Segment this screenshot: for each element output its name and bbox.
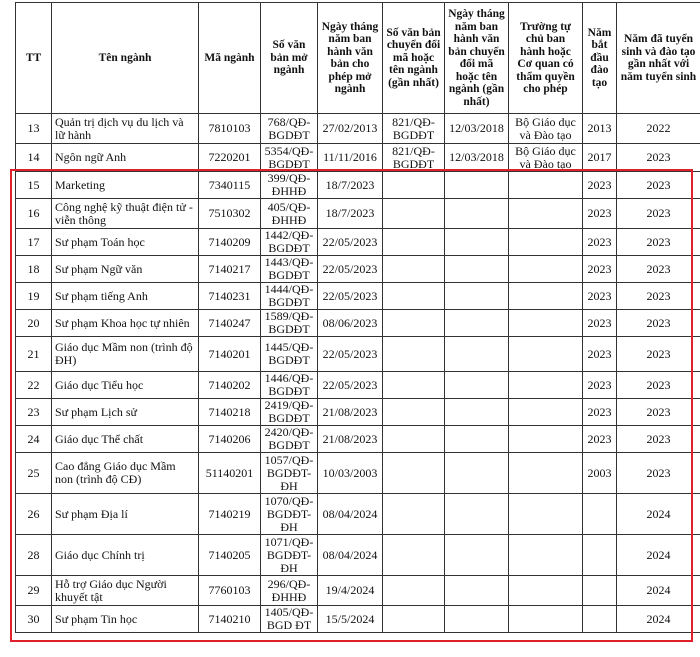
cell-name: Sư phạm Địa lí (52, 494, 199, 535)
cell-code: 7140247 (199, 310, 261, 337)
cell-year-latest: 2023 (617, 399, 700, 426)
table-row (16, 172, 700, 199)
cell-year-latest: 2023 (617, 453, 700, 494)
header-doc-convert: Số văn bản chuyển đổi mã hoặc tên ngành (gần nhất) (383, 3, 445, 114)
cell-doc-convert: 821/QĐ-BGDĐT (383, 114, 445, 144)
table-row (16, 372, 700, 399)
cell-year-start (583, 494, 617, 535)
cell-tt: 15 (16, 172, 52, 199)
cell-doc-convert (383, 337, 445, 372)
cell-name: Sư phạm Tin học (52, 606, 199, 633)
cell-doc-open: 1446/QĐ-BGDĐT (261, 372, 318, 399)
cell-year-latest: 2023 (617, 256, 700, 283)
cell-code: 7140231 (199, 283, 261, 310)
cell-tt: 17 (16, 229, 52, 256)
table-row (16, 399, 700, 426)
cell-date-issued: 15/5/2024 (318, 606, 383, 633)
cell-year-start: 2023 (583, 256, 617, 283)
cell-date-convert (445, 310, 509, 337)
cell-date-issued: 18/7/2023 (318, 172, 383, 199)
cell-doc-open: 5354/QĐ-BGDĐT (261, 144, 318, 172)
cell-date-issued: 18/7/2023 (318, 199, 383, 229)
cell-authority (509, 229, 583, 256)
cell-doc-convert (383, 199, 445, 229)
cell-authority (509, 199, 583, 229)
cell-code: 7140218 (199, 399, 261, 426)
cell-date-issued: 11/11/2016 (318, 144, 383, 172)
cell-doc-open: 1057/QĐ-BGDĐT-ĐH (261, 453, 318, 494)
cell-year-latest: 2023 (617, 199, 700, 229)
cell-year-latest: 2023 (617, 372, 700, 399)
cell-year-latest: 2024 (617, 576, 700, 606)
cell-name: Sư phạm Khoa học tự nhiên (52, 310, 199, 337)
cell-doc-open: 2420/QĐ-BGDĐT (261, 426, 318, 453)
cell-name: Cao đẳng Giáo dục Mầm non (trình độ CĐ) (52, 453, 199, 494)
header-tt: TT (16, 3, 52, 114)
cell-doc-open: 1444/QĐ-BGDĐT (261, 283, 318, 310)
cell-name: Sư phạm Lịch sử (52, 399, 199, 426)
cell-tt: 26 (16, 494, 52, 535)
header-year-start: Năm bắt đầu đào tạo (583, 3, 617, 114)
cell-tt: 23 (16, 399, 52, 426)
cell-year-latest: 2024 (617, 494, 700, 535)
cell-date-issued: 21/08/2023 (318, 426, 383, 453)
header-row (16, 3, 700, 114)
cell-doc-convert (383, 283, 445, 310)
cell-date-issued: 27/02/2013 (318, 114, 383, 144)
cell-year-start: 2023 (583, 199, 617, 229)
cell-doc-convert (383, 229, 445, 256)
header-name: Tên ngành (52, 3, 199, 114)
cell-doc-open: 768/QĐ-BGDĐT (261, 114, 318, 144)
table-row (16, 310, 700, 337)
cell-tt: 24 (16, 426, 52, 453)
cell-tt: 22 (16, 372, 52, 399)
cell-date-convert (445, 256, 509, 283)
cell-date-issued: 22/05/2023 (318, 256, 383, 283)
cell-doc-convert (383, 576, 445, 606)
cell-doc-open: 2419/QĐ-BGDĐT (261, 399, 318, 426)
cell-tt: 21 (16, 337, 52, 372)
cell-date-convert (445, 372, 509, 399)
cell-date-issued: 22/05/2023 (318, 229, 383, 256)
cell-authority (509, 283, 583, 310)
cell-authority (509, 606, 583, 633)
cell-code: 7140202 (199, 372, 261, 399)
cell-name: Giáo dục Thể chất (52, 426, 199, 453)
table-row (16, 256, 700, 283)
table-row (16, 199, 700, 229)
cell-name: Công nghệ kỹ thuật điện tử - viễn thông (52, 199, 199, 229)
cell-date-convert (445, 229, 509, 256)
cell-tt: 20 (16, 310, 52, 337)
cell-authority (509, 399, 583, 426)
cell-doc-open: 399/QĐ-ĐHHĐ (261, 172, 318, 199)
cell-date-convert (445, 337, 509, 372)
table-row (16, 535, 700, 576)
cell-authority: Bộ Giáo dục và Đào tạo (509, 144, 583, 172)
cell-date-issued: 10/03/2003 (318, 453, 383, 494)
cell-doc-convert (383, 310, 445, 337)
cell-authority (509, 535, 583, 576)
cell-tt: 18 (16, 256, 52, 283)
cell-year-start (583, 606, 617, 633)
cell-year-start: 2023 (583, 426, 617, 453)
cell-date-issued: 08/04/2024 (318, 535, 383, 576)
cell-doc-convert (383, 606, 445, 633)
cell-name: Quản trị dịch vụ du lịch và lữ hành (52, 114, 199, 144)
cell-code: 7510302 (199, 199, 261, 229)
cell-code: 7140217 (199, 256, 261, 283)
cell-date-convert (445, 199, 509, 229)
cell-doc-convert (383, 426, 445, 453)
cell-doc-convert (383, 535, 445, 576)
cell-doc-open: 296/QĐ-ĐHHĐ (261, 576, 318, 606)
cell-code: 7140209 (199, 229, 261, 256)
header-code: Mã ngành (199, 3, 261, 114)
cell-doc-open: 405/QĐ-ĐHHĐ (261, 199, 318, 229)
cell-name: Sư phạm tiếng Anh (52, 283, 199, 310)
cell-doc-open: 1071/QĐ-BGDĐT-ĐH (261, 535, 318, 576)
header-doc-open: Số văn bản mở ngành (261, 3, 318, 114)
cell-year-latest: 2023 (617, 172, 700, 199)
majors-table (15, 2, 700, 633)
cell-year-latest: 2023 (617, 283, 700, 310)
cell-year-start: 2023 (583, 372, 617, 399)
cell-date-convert (445, 535, 509, 576)
cell-code: 7140201 (199, 337, 261, 372)
cell-date-convert (445, 576, 509, 606)
cell-name: Giáo dục Chính trị (52, 535, 199, 576)
cell-doc-convert (383, 372, 445, 399)
header-year-latest: Năm đã tuyển sinh và đào tạo gần nhất với năm tuyển sinh (617, 3, 700, 114)
cell-code: 7140210 (199, 606, 261, 633)
header-date-issued: Ngày tháng năm ban hành văn bản cho phép mở ngành (318, 3, 383, 114)
cell-doc-convert: 821/QĐ-BGDĐT (383, 144, 445, 172)
cell-authority (509, 172, 583, 199)
cell-date-issued: 08/06/2023 (318, 310, 383, 337)
cell-date-issued: 22/05/2023 (318, 337, 383, 372)
cell-code: 7140205 (199, 535, 261, 576)
cell-date-convert (445, 453, 509, 494)
cell-name: Sư phạm Ngữ văn (52, 256, 199, 283)
cell-authority (509, 372, 583, 399)
cell-date-convert (445, 283, 509, 310)
cell-code: 7140219 (199, 494, 261, 535)
table-row (16, 576, 700, 606)
cell-tt: 13 (16, 114, 52, 144)
cell-authority (509, 576, 583, 606)
cell-date-convert: 12/03/2018 (445, 144, 509, 172)
cell-doc-convert (383, 494, 445, 535)
table-row (16, 144, 700, 172)
cell-year-latest: 2024 (617, 606, 700, 633)
cell-doc-convert (383, 172, 445, 199)
table-row (16, 114, 700, 144)
cell-doc-open: 1405/QĐ-BGD ĐT (261, 606, 318, 633)
cell-tt: 19 (16, 283, 52, 310)
cell-doc-open: 1070/QĐ-BGDĐT-ĐH (261, 494, 318, 535)
cell-doc-open: 1442/QĐ-BGDĐT (261, 229, 318, 256)
header-date-convert: Ngày tháng năm ban hành văn bản chuyển đổi mã hoặc tên ngành (gần nhất) (445, 3, 509, 114)
cell-tt: 16 (16, 199, 52, 229)
cell-date-issued: 22/05/2023 (318, 372, 383, 399)
cell-code: 7760103 (199, 576, 261, 606)
cell-year-start: 2023 (583, 283, 617, 310)
cell-authority (509, 453, 583, 494)
cell-year-start: 2023 (583, 310, 617, 337)
cell-year-start (583, 576, 617, 606)
cell-year-latest: 2023 (617, 426, 700, 453)
header-authority: Trường tự chủ ban hành hoặc Cơ quan có thẩm quyền cho phép (509, 3, 583, 114)
table-row (16, 229, 700, 256)
cell-date-convert: 12/03/2018 (445, 114, 509, 144)
cell-year-latest: 2023 (617, 229, 700, 256)
cell-authority: Bộ Giáo dục và Đào tạo (509, 114, 583, 144)
cell-code: 7220201 (199, 144, 261, 172)
cell-authority (509, 494, 583, 535)
cell-date-convert (445, 172, 509, 199)
cell-year-start: 2023 (583, 172, 617, 199)
cell-date-convert (445, 606, 509, 633)
cell-name: Ngôn ngữ Anh (52, 144, 199, 172)
cell-name: Hỗ trợ Giáo dục Người khuyết tật (52, 576, 199, 606)
cell-year-start: 2023 (583, 229, 617, 256)
cell-date-convert (445, 399, 509, 426)
cell-code: 7140206 (199, 426, 261, 453)
cell-year-start: 2023 (583, 337, 617, 372)
cell-authority (509, 256, 583, 283)
cell-code: 7340115 (199, 172, 261, 199)
cell-doc-convert (383, 399, 445, 426)
cell-date-issued: 21/08/2023 (318, 399, 383, 426)
cell-year-latest: 2023 (617, 310, 700, 337)
table-row (16, 426, 700, 453)
cell-doc-convert (383, 256, 445, 283)
table-row (16, 453, 700, 494)
cell-year-start: 2003 (583, 453, 617, 494)
cell-date-issued: 08/04/2024 (318, 494, 383, 535)
cell-year-latest: 2024 (617, 535, 700, 576)
table-row (16, 494, 700, 535)
cell-doc-open: 1445/QĐ-BGDĐT (261, 337, 318, 372)
cell-tt: 29 (16, 576, 52, 606)
cell-doc-open: 1589/QĐ-BGDĐT (261, 310, 318, 337)
cell-name: Giáo dục Tiểu học (52, 372, 199, 399)
cell-year-start (583, 535, 617, 576)
cell-year-latest: 2022 (617, 114, 700, 144)
cell-code: 7810103 (199, 114, 261, 144)
cell-tt: 30 (16, 606, 52, 633)
cell-name: Sư phạm Toán học (52, 229, 199, 256)
cell-date-convert (445, 426, 509, 453)
cell-doc-open: 1443/QĐ-BGDĐT (261, 256, 318, 283)
cell-year-start: 2023 (583, 399, 617, 426)
cell-code: 51140201 (199, 453, 261, 494)
cell-tt: 28 (16, 535, 52, 576)
cell-authority (509, 310, 583, 337)
cell-authority (509, 426, 583, 453)
cell-tt: 25 (16, 453, 52, 494)
cell-name: Marketing (52, 172, 199, 199)
cell-year-start: 2013 (583, 114, 617, 144)
cell-year-latest: 2023 (617, 144, 700, 172)
cell-tt: 14 (16, 144, 52, 172)
cell-date-convert (445, 494, 509, 535)
table-row (16, 337, 700, 372)
cell-doc-convert (383, 453, 445, 494)
cell-year-latest: 2023 (617, 337, 700, 372)
table-row (16, 283, 700, 310)
cell-name: Giáo dục Mầm non (trình độ ĐH) (52, 337, 199, 372)
cell-date-issued: 19/4/2024 (318, 576, 383, 606)
cell-date-issued: 22/05/2023 (318, 283, 383, 310)
cell-authority (509, 337, 583, 372)
table-row (16, 606, 700, 633)
cell-year-start: 2017 (583, 144, 617, 172)
